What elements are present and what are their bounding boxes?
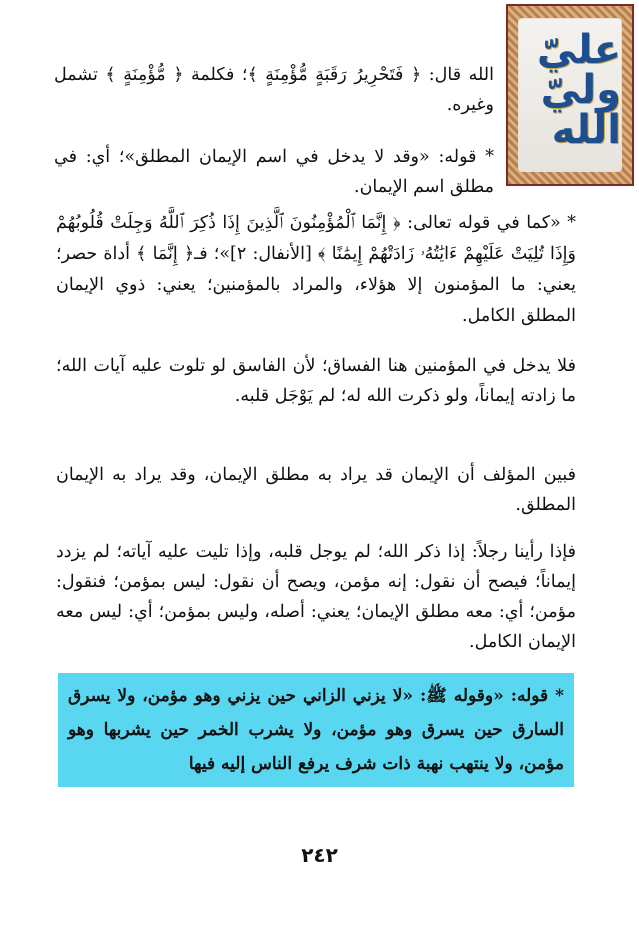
calligraphy-emblem-image: [506, 4, 634, 186]
paragraph-2: * قوله: «وقد لا يدخل في اسم الإيمان المطلق»؛ أي: في مطلق اسم الإيمان.: [54, 147, 494, 197]
paragraph-3: * «كما في قوله تعالى: ﴿ إِنَّمَا ٱلْمُؤْمِنُونَ ٱلَّذِينَ إِذَا ذُكِرَ ٱللَّهُ وَجِلَتْ قُلُوبُهُمْ وَإِذَا تُلِيَتْ عَلَيْهِمْ ءَايَٰتُهُۥ زَادَتْهُمْ إِيمَٰنًا ﴾ [الأنفال: ٢]»؛ فـ﴿ إِنَّمَا ﴾ أداة حصر؛ يعني: ما المؤمنون إلا هؤلاء، والمراد بالمؤمنين؛ يعني: ذوي الإيمان المطلق الكامل.: [56, 213, 576, 326]
emblem-calligraphy: عليّ وليّ الله: [536, 27, 621, 153]
page-number: ٢٤٢: [301, 843, 338, 867]
paragraph-7: * قوله: «وقوله ﷺ: «لا يزني الزاني حين يزني وهو مؤمن، ولا يسرق السارق حين يسرق وهو مؤمن، ولا يشرب الخمر حين يشربها وهو مؤمن، ولا ينتهب نهبة ذات شرف يرفع الناس إليه فيها: [68, 686, 564, 774]
highlighted-block: [58, 673, 574, 787]
paragraph-4: فلا يدخل في المؤمنين هنا الفساق؛ لأن الفاسق لو تلوت عليه آيات الله؛ ما زادته إيماناً، ولو ذكرت الله له؛ لم يَوْجَل قلبه.: [56, 356, 576, 406]
paragraph-5: فبين المؤلف أن الإيمان قد يراد به مطلق الإيمان، وقد يراد به الإيمان المطلق.: [56, 465, 576, 515]
paragraph-6: فإذا رأينا رجلاً: إذا ذكر الله؛ لم يوجل قلبه، وإذا تليت عليه آياته؛ لم يزدد إيماناً؛ فيصح أن نقول: إنه مؤمن، ويصح أن نقول: ليس بمؤمن؛ فنقول: مؤمن؛ أي: معه مطلق الإيمان؛ يعني: أصله، وليس بمؤمن؛ أي: ليس معه الإيمان الكامل.: [56, 542, 576, 652]
paragraph-1: الله قال: ﴿ فَتَحْرِيرُ رَقَبَةٍ مُّؤْمِنَةٍ ﴾؛ فكلمة ﴿ مُّؤْمِنَةٍ ﴾ تشمل وغيره.: [54, 65, 494, 115]
emblem-panel: [518, 18, 622, 172]
